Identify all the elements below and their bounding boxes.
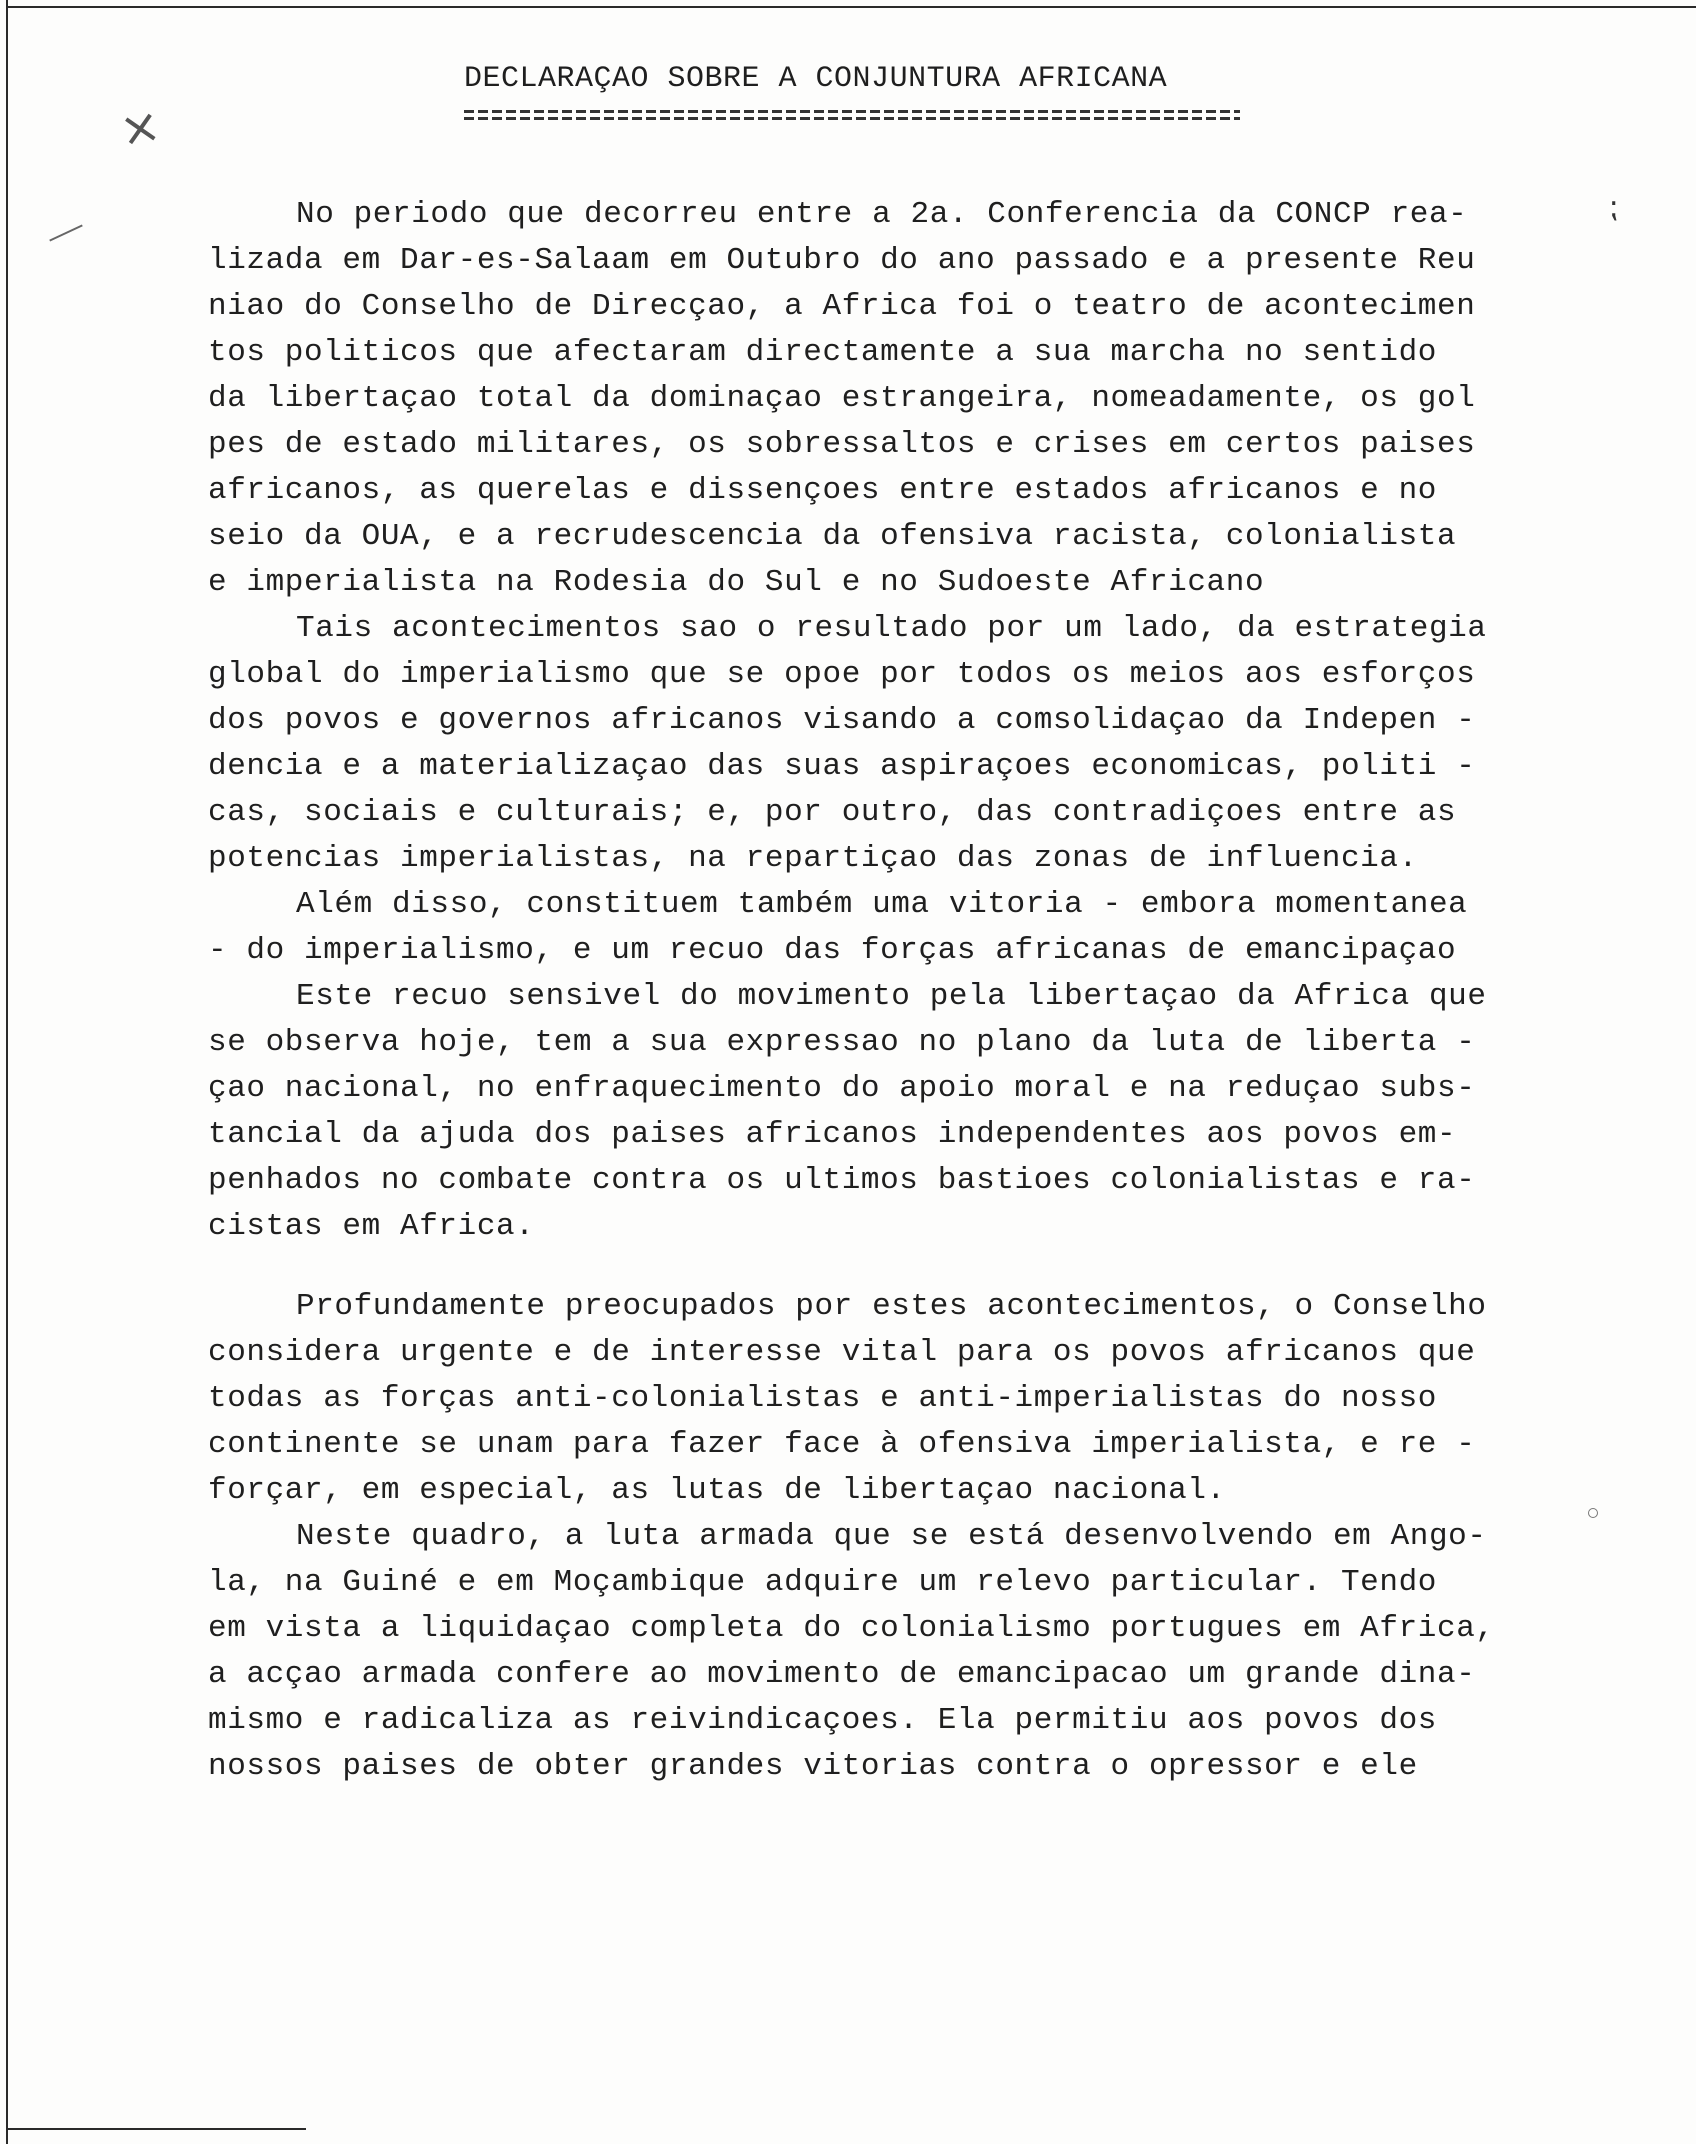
- title-double-underline: [464, 110, 1240, 124]
- text-line: a acçao armada confere ao movimento de emancipacao um grande dina-: [208, 1657, 1476, 1692]
- text-line: todas as forças anti-colonialistas e anti-imperialistas do nosso: [208, 1381, 1437, 1416]
- text-line: niao do Conselho de Direcçao, a Africa foi o teatro de acontecimen: [208, 289, 1476, 324]
- text-line: penhados no combate contra os ultimos bastioes colonialistas e ra-: [208, 1163, 1476, 1198]
- text-line: considera urgente e de interesse vital para os povos africanos que: [208, 1335, 1476, 1370]
- scan-edge-top: [6, 6, 1696, 8]
- text-line: tancial da ajuda dos paises africanos independentes aos povos em-: [208, 1117, 1457, 1152]
- text-line: se observa hoje, tem a sua expressao no plano da luta de liberta -: [208, 1025, 1476, 1060]
- text-line: da libertaçao total da dominaçao estrangeira, nomeadamente, os gol: [208, 381, 1476, 416]
- document-title: DECLARAÇAO SOBRE A CONJUNTURA AFRICANA: [464, 62, 1168, 96]
- text-line: la, na Guiné e em Moçambique adquire um relevo particular. Tendo: [208, 1565, 1437, 1600]
- text-line: - do imperialismo, e um recuo das forças africanas de emancipaçao: [208, 933, 1457, 968]
- text-line: continente se unam para fazer face à ofensiva imperialista, e re -: [208, 1427, 1476, 1462]
- text-line: e imperialista na Rodesia do Sul e no Sudoeste Africano: [208, 565, 1265, 600]
- scan-edge-bottom: [6, 2128, 306, 2130]
- text-line: seio da OUA, e a recrudescencia da ofensiva racista, colonialista: [208, 519, 1457, 554]
- text-line: dos povos e governos africanos visando a comsolidaçao da Indepen -: [208, 703, 1476, 738]
- handwritten-x-mark: ×: [115, 96, 165, 160]
- text-line: mismo e radicaliza as reivindicaçoes. Ela permitiu aos povos dos: [208, 1703, 1437, 1738]
- text-line: Profundamente preocupados por estes acontecimentos, o Conselho: [296, 1289, 1487, 1324]
- text-line: Este recuo sensivel do movimento pela libertaçao da Africa que: [296, 979, 1487, 1014]
- paragraph-gap: [208, 1250, 1608, 1284]
- text-line: tos politicos que afectaram directamente a sua marcha no sentido: [208, 335, 1437, 370]
- text-line: No periodo que decorreu entre a 2a. Conferencia da CONCP rea-: [296, 197, 1468, 232]
- text-line: nossos paises de obter grandes vitorias contra o opressor e ele: [208, 1749, 1418, 1784]
- text-line: lizada em Dar-es-Salaam em Outubro do ano passado e a presente Reu: [208, 243, 1476, 278]
- text-line: africanos, as querelas e dissençoes entre estados africanos e no: [208, 473, 1437, 508]
- text-line: Além disso, constituem também uma vitoria - embora momentanea: [296, 887, 1468, 922]
- text-line: Tais acontecimentos sao o resultado por um lado, da estrategia: [296, 611, 1487, 646]
- text-line: cistas em Africa.: [208, 1209, 535, 1244]
- text-line: çao nacional, no enfraquecimento do apoio moral e na reduçao subs-: [208, 1071, 1476, 1106]
- text-line: Neste quadro, a luta armada que se está desenvolvendo em Ango-: [296, 1519, 1487, 1554]
- scan-edge-left: [6, 0, 8, 2144]
- text-line: pes de estado militares, os sobressaltos e crises em certos paises: [208, 427, 1476, 462]
- text-line: potencias imperialistas, na repartiçao das zonas de influencia.: [208, 841, 1418, 876]
- text-line: global do imperialismo que se opoe por todos os meios aos esforços: [208, 657, 1476, 692]
- margin-mark: [49, 224, 82, 241]
- margin-mark-right: ⁏: [1608, 190, 1619, 225]
- text-line: dencia e a materializaçao das suas aspiraçoes economicas, politi -: [208, 749, 1476, 784]
- text-line: forçar, em especial, as lutas de libertaçao nacional.: [208, 1473, 1226, 1508]
- text-line: em vista a liquidaçao completa do colonialismo portugues em Africa,: [208, 1611, 1495, 1646]
- text-line: cas, sociais e culturais; e, por outro, das contradiçoes entre as: [208, 795, 1457, 830]
- document-body: [208, 192, 1608, 1790]
